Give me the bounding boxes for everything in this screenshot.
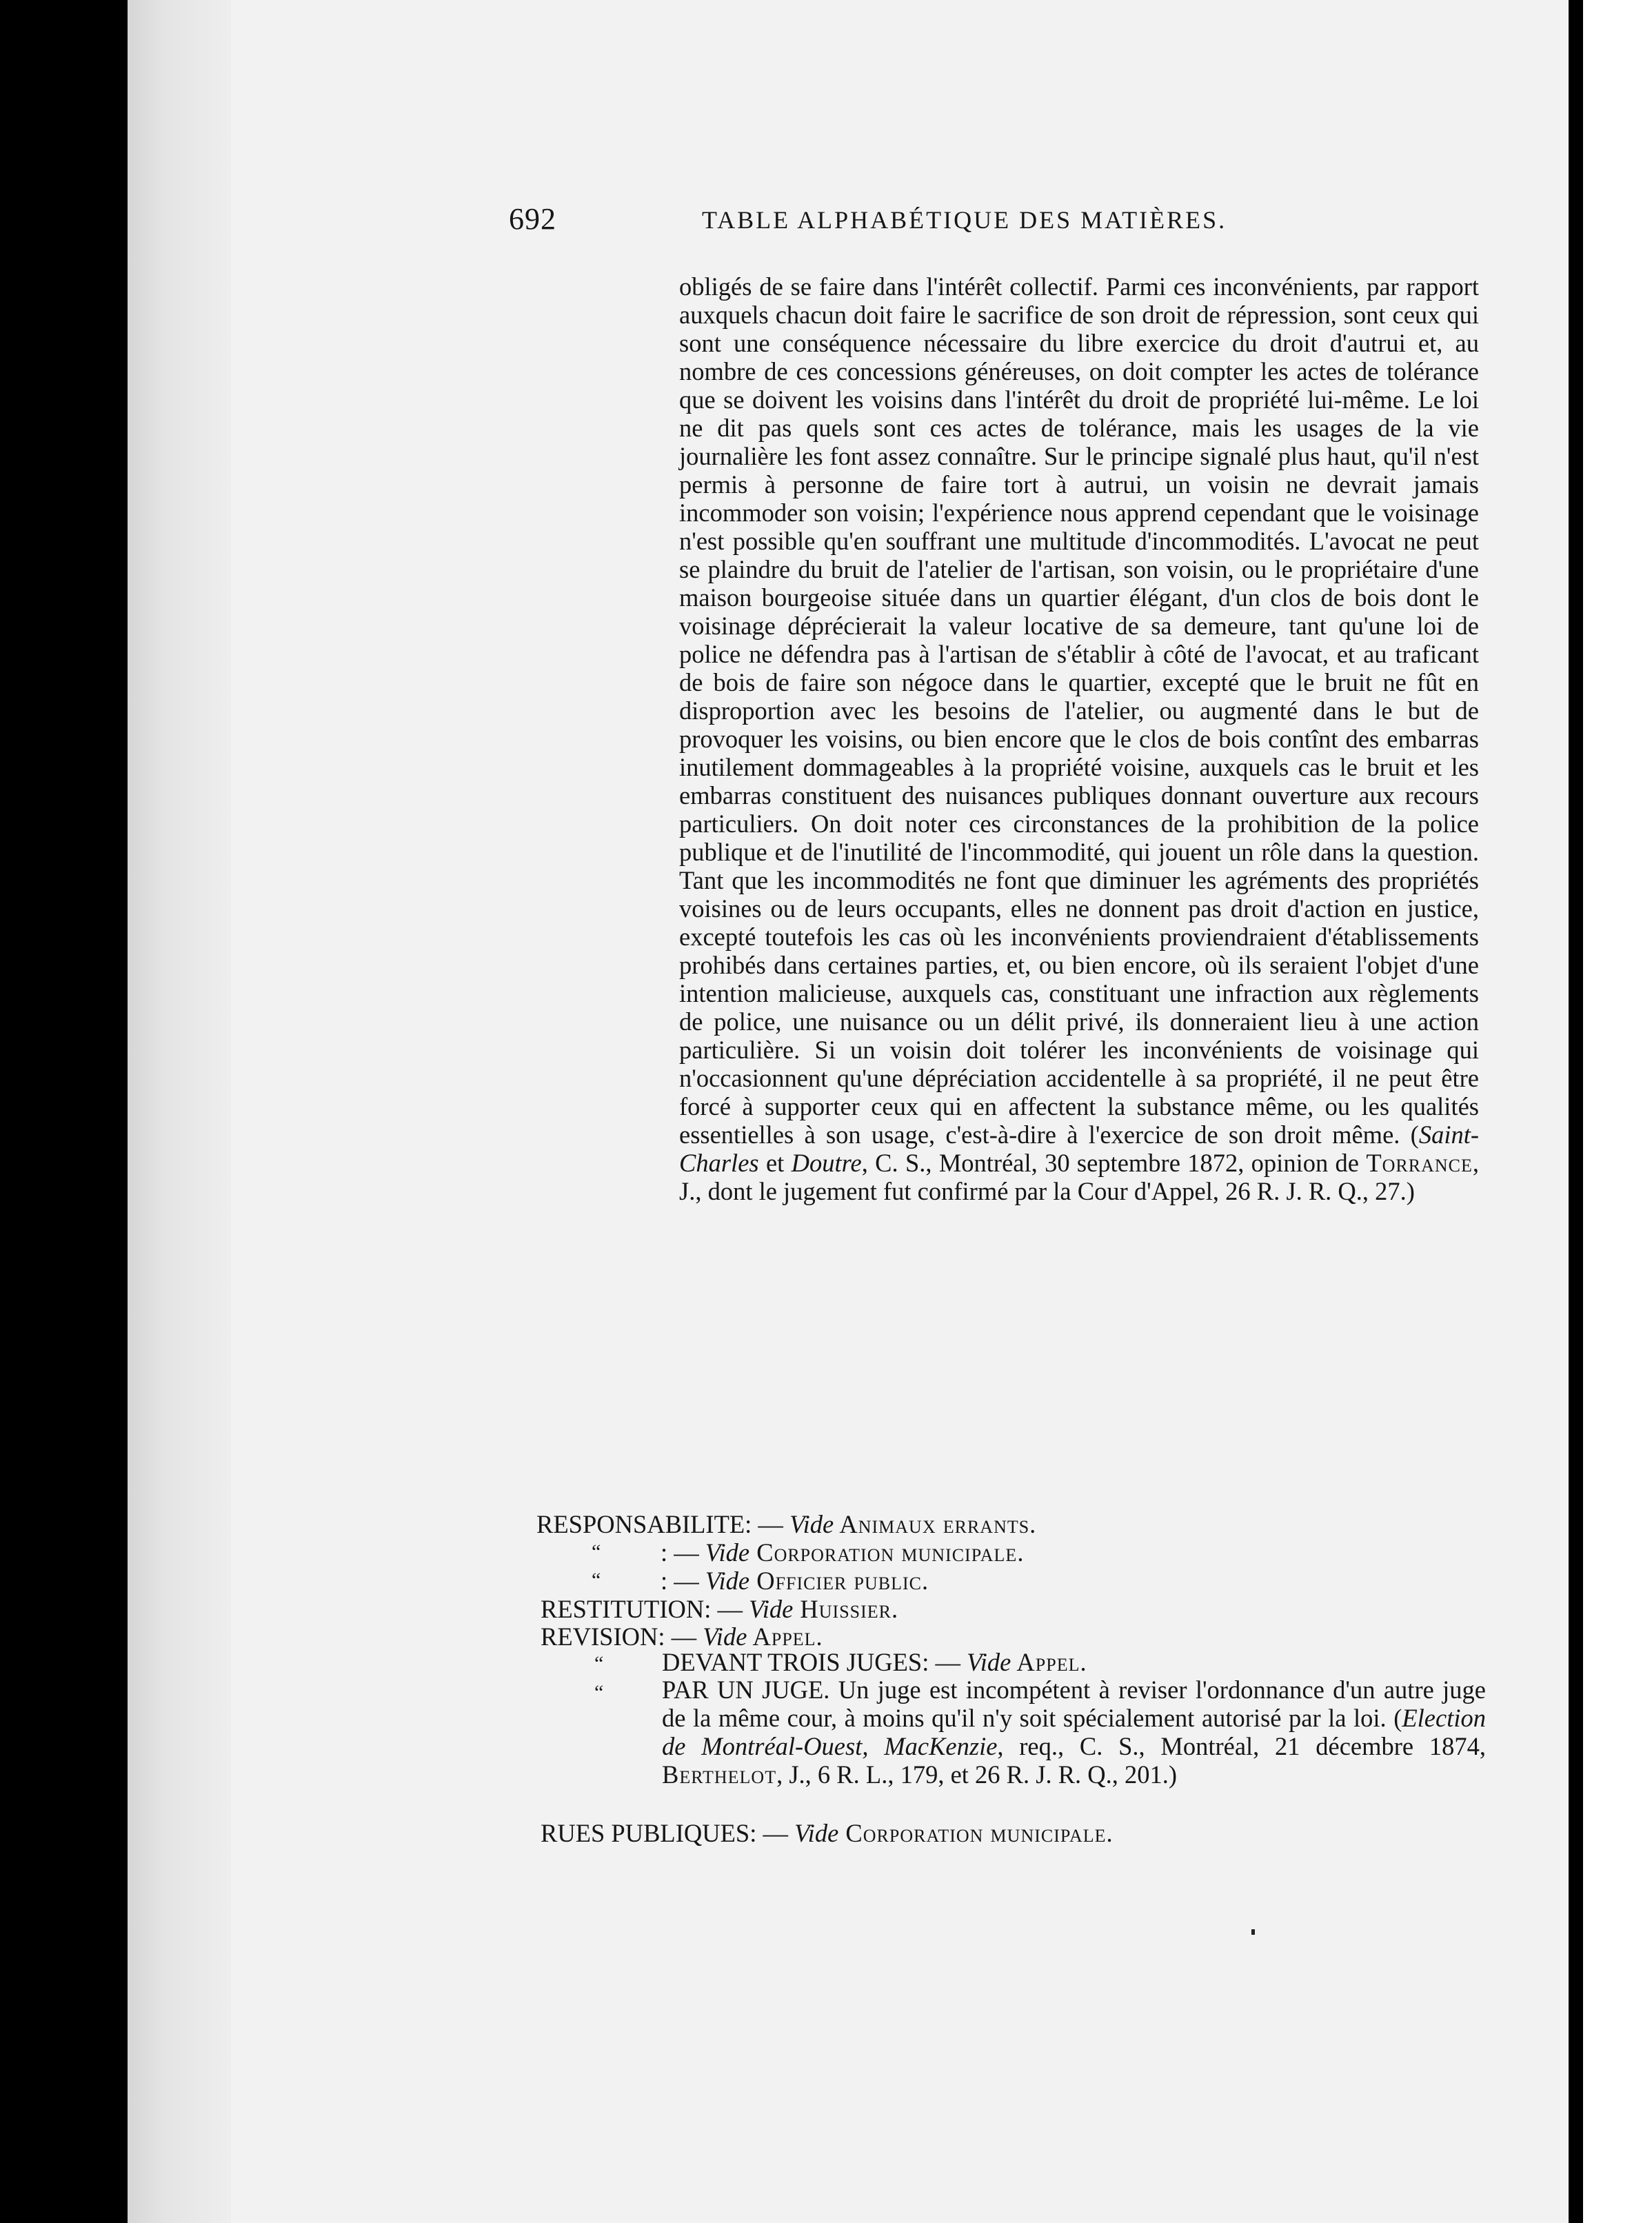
cross-reference: Animaux errants. bbox=[834, 1510, 1037, 1538]
entry-responsabilite-sub-2 bbox=[661, 1567, 929, 1595]
entry-head: REVISION: — bbox=[541, 1622, 703, 1651]
vide-label: Vide bbox=[749, 1595, 794, 1623]
page-gutter bbox=[128, 0, 231, 2223]
citation-rest1: , req., C. S., Montréal, 21 décembre 1874, bbox=[997, 1732, 1486, 1760]
citation-judge: Torrance bbox=[1366, 1149, 1473, 1177]
ditto-mark: “ bbox=[592, 1540, 601, 1563]
ink-speck bbox=[1251, 1929, 1255, 1935]
cross-reference: Officier public. bbox=[749, 1567, 929, 1595]
entry-responsabilite bbox=[536, 1510, 1036, 1538]
citation-rest2: , J., dont le jugement fut confirmé par la Cour d'Appel, 26 R. J. R. Q., 27.) bbox=[679, 1149, 1479, 1205]
ditto-mark: “ bbox=[594, 1652, 604, 1675]
paragraph-text: obligés de se faire dans l'intérêt collectif. Parmi ces inconvénients, par rapport auxquels chacun doit faire le sacrifice de son droit de répression, sont ceux qui sont une conséquence nécessaire du libre exercice du droit d'autrui et, au nombre de ces concessions généreuses, on doit compter les actes de tolérance que se doivent les voisins dans l'intérêt du droit de propriété lui-même. Le loi ne dit pas quels sont ces actes de tolérance, mais les usages de la vie journalière les font assez connaître. Sur le principe signalé plus haut, qu'il n'est permis à personne de faire tort à autrui, un voisin ne devrait jamais incommoder son voisin; l'expérience nous apprend cependant que le voisinage n'est possible qu'en souffrant une multitude d'incommodités. L'avocat ne peut se plaindre du bruit de l'atelier de l'artisan, son voisin, ou le propriétaire d'une maison bourgeoise située dans un quartier élégant, d'un clos de bois dont le voisinage déprécierait la valeur locative de sa demeure, tant qu'une loi de police ne défendra pas à l'artisan de s'établir à côté de l'avocat, et au traficant de bois de faire son négoce dans le quartier, excepté que le bruit ne fût en disproportion avec les besoins de l'atelier, ou augmenté dans le but de provoquer les voisins, ou bien encore que le clos de bois contînt des embarras inutilement dommageables à la propriété voisine, auxquels cas le bruit et les embarras constituent des nuisances publiques donnant ouverture aux recours particuliers. On doit noter ces circonstances de la prohibition de la police publique et de l'inutilité de l'incommodité, qui jouent un rôle dans la question. Tant que les incommodités ne font que diminuer les agréments des propriétés voisines ou de leurs occupants, elles ne donnent pas droit d'action en justice, excepté toutefois les cas où les inconvénients proviendraient d'établissements prohibés dans certaines parties, et, ou bien encore, où ils seraient l'objet d'une intention malicieuse, auxquels cas, constituant une infraction aux règlements de police, une nuisance ou un délit privé, ils donneraient lieu à une action particulière. Si un voisin doit tolérer les inconvénients de voisinage qui n'occasionnent qu'une dépréciation accidentelle à sa propriété, il ne peut être forcé à supporter ceux qui en affectent la substance même, ou les qualités essentielles à son usage, c'est-à-dire à l'exercice de son droit même. bbox=[679, 272, 1479, 1149]
entry-restitution bbox=[541, 1595, 898, 1623]
vide-label: Vide bbox=[705, 1567, 750, 1595]
entry-revision-un-juge bbox=[662, 1676, 1486, 1789]
entry-revision bbox=[541, 1622, 823, 1651]
vide-label: Vide bbox=[794, 1819, 839, 1847]
cross-reference: Appel. bbox=[747, 1622, 823, 1651]
vide-label: Vide bbox=[705, 1538, 750, 1567]
entry-rues-publiques bbox=[541, 1819, 1114, 1847]
citation-judge: Berthelot bbox=[662, 1760, 777, 1789]
running-title: TABLE ALPHABÉTIQUE DES MATIÈRES. bbox=[702, 206, 1227, 234]
cross-reference: Corporation municipale. bbox=[838, 1819, 1114, 1847]
cross-reference: Corporation municipale. bbox=[749, 1538, 1025, 1567]
scan-margin-right bbox=[1583, 0, 1652, 2223]
citation-open: ( bbox=[1400, 1120, 1419, 1149]
body-paragraph bbox=[679, 272, 1479, 1205]
citation-case: Election de Montréal-Ouest, MacKenzie bbox=[662, 1704, 1486, 1760]
entry-head: DEVANT TROIS JUGES: — bbox=[662, 1648, 967, 1676]
page-number: 692 bbox=[509, 202, 556, 236]
citation-et: et bbox=[758, 1149, 792, 1177]
cross-reference: Appel. bbox=[1011, 1648, 1087, 1676]
entry-head: RESTITUTION: — bbox=[541, 1595, 749, 1623]
entry-revision-trois-juges bbox=[662, 1648, 1087, 1676]
entry-head: PAR UN JUGE. bbox=[662, 1676, 830, 1704]
cross-reference: Huissier. bbox=[793, 1595, 899, 1623]
ditto-mark: “ bbox=[594, 1681, 604, 1704]
entry-responsabilite-sub-1 bbox=[661, 1538, 1024, 1567]
scan-edge-left bbox=[0, 0, 128, 2223]
ditto-mark: “ bbox=[592, 1569, 601, 1591]
citation-case2: Doutre bbox=[791, 1149, 862, 1177]
citation-rest2: , J., 6 R. L., 179, et 26 R. J. R. Q., 201.) bbox=[776, 1760, 1178, 1789]
entry-dash: : — bbox=[661, 1567, 705, 1595]
vide-label: Vide bbox=[967, 1648, 1011, 1676]
entry-dash: : — bbox=[661, 1538, 705, 1567]
entry-head: RUES PUBLIQUES: — bbox=[541, 1819, 795, 1847]
vide-label: Vide bbox=[703, 1622, 747, 1651]
citation-rest1: , C. S., Montréal, 30 septembre 1872, opinion de bbox=[861, 1149, 1367, 1177]
entry-text: Un juge est incompétent à reviser l'ordonnance d'un autre juge de la même cour, à moins qu'il n'y soit spécialement autorisé par la loi. ( bbox=[662, 1676, 1486, 1732]
citation-case: Saint-Charles bbox=[679, 1120, 1480, 1177]
vide-label: Vide bbox=[789, 1510, 834, 1538]
entry-head: RESPONSABILITE: — bbox=[536, 1510, 790, 1538]
